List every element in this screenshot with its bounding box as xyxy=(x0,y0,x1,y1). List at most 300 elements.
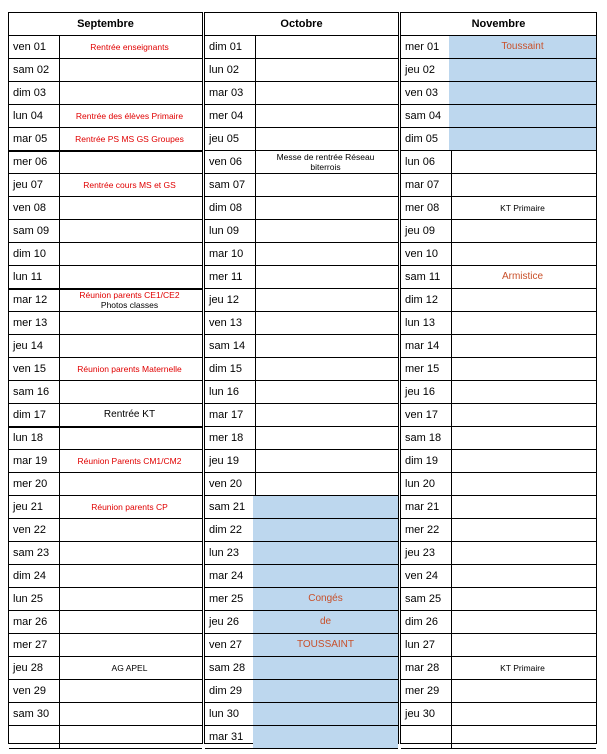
event-cell xyxy=(449,404,596,426)
event-text: Messe de rentrée Réseau xyxy=(276,152,375,162)
event-cell xyxy=(57,726,202,748)
event-cell xyxy=(449,565,596,587)
day-label: mar 31 xyxy=(205,726,256,748)
event-cell xyxy=(253,59,398,81)
event-cell xyxy=(253,588,398,610)
event-text: Réunion parents CP xyxy=(91,502,168,512)
day-row xyxy=(401,634,596,657)
day-label: dim 17 xyxy=(9,404,60,426)
day-row xyxy=(401,404,596,427)
event-cell xyxy=(253,174,398,196)
event-cell xyxy=(57,427,202,449)
event-cell xyxy=(253,197,398,219)
event-text: Rentrée PS MS GS Groupes xyxy=(75,134,184,144)
day-label: mer 06 xyxy=(9,151,60,173)
event-cell xyxy=(253,657,398,679)
event-cell xyxy=(57,519,202,541)
day-label: mer 11 xyxy=(205,266,256,288)
event-cell xyxy=(449,220,596,242)
day-row xyxy=(205,128,398,151)
day-row xyxy=(205,404,398,427)
event-cell xyxy=(57,243,202,265)
day-label: ven 13 xyxy=(205,312,256,334)
event-cell xyxy=(57,404,202,426)
event-text: Rentrée cours MS et GS xyxy=(83,180,176,190)
day-row xyxy=(9,289,202,312)
day-label: dim 08 xyxy=(205,197,256,219)
day-row xyxy=(205,496,398,519)
day-label: jeu 07 xyxy=(9,174,60,196)
day-label: lun 23 xyxy=(205,542,256,564)
day-label: jeu 02 xyxy=(401,59,452,81)
day-row xyxy=(9,243,202,266)
day-label: mar 24 xyxy=(205,565,256,587)
day-label: mar 19 xyxy=(9,450,60,472)
event-cell xyxy=(57,358,202,380)
day-row xyxy=(205,105,398,128)
day-row xyxy=(401,174,596,197)
day-label: ven 01 xyxy=(9,36,60,58)
day-label: jeu 21 xyxy=(9,496,60,518)
day-label: jeu 09 xyxy=(401,220,452,242)
event-cell xyxy=(57,312,202,334)
event-cell xyxy=(449,289,596,311)
event-cell xyxy=(57,680,202,702)
event-cell xyxy=(57,59,202,81)
day-row xyxy=(401,450,596,473)
event-cell xyxy=(449,703,596,725)
day-row xyxy=(9,266,202,290)
day-label: lun 04 xyxy=(9,105,60,127)
day-row xyxy=(205,473,398,496)
month-column-octobre xyxy=(204,12,399,744)
month-column-novembre xyxy=(400,12,597,744)
day-label: lun 06 xyxy=(401,151,452,173)
day-row xyxy=(9,381,202,404)
event-cell xyxy=(253,565,398,587)
event-cell xyxy=(253,358,398,380)
event-cell xyxy=(449,473,596,495)
event-cell xyxy=(57,450,202,472)
day-label: jeu 12 xyxy=(205,289,256,311)
day-label: ven 20 xyxy=(205,473,256,495)
event-cell xyxy=(449,634,596,656)
event-cell xyxy=(57,151,202,173)
day-label: dim 03 xyxy=(9,82,60,104)
day-label: mer 22 xyxy=(401,519,452,541)
day-label: sam 16 xyxy=(9,381,60,403)
event-cell xyxy=(253,611,398,633)
day-label: ven 10 xyxy=(401,243,452,265)
day-row xyxy=(9,105,202,128)
day-label: dim 01 xyxy=(205,36,256,58)
day-label: jeu 28 xyxy=(9,657,60,679)
event-cell xyxy=(57,197,202,219)
event-text-line2: biterrois xyxy=(310,162,341,172)
day-row xyxy=(205,634,398,657)
event-cell xyxy=(253,289,398,311)
day-row xyxy=(205,542,398,565)
event-cell xyxy=(253,105,398,127)
day-row xyxy=(205,703,398,726)
day-row xyxy=(401,335,596,358)
day-label: jeu 14 xyxy=(9,335,60,357)
day-label: ven 29 xyxy=(9,680,60,702)
day-row xyxy=(401,565,596,588)
day-row xyxy=(205,450,398,473)
day-row xyxy=(401,243,596,266)
day-row xyxy=(9,427,202,450)
day-label: lun 18 xyxy=(9,427,60,449)
day-row xyxy=(401,266,596,289)
day-label xyxy=(9,726,60,748)
day-row xyxy=(9,542,202,565)
event-cell xyxy=(449,450,596,472)
event-cell xyxy=(449,519,596,541)
event-cell xyxy=(449,358,596,380)
event-text: Réunion parents CE1/CE2 xyxy=(79,290,180,300)
day-row xyxy=(9,588,202,611)
day-label: sam 25 xyxy=(401,588,452,610)
day-label: mer 08 xyxy=(401,197,452,219)
event-text: Armistice xyxy=(501,271,544,282)
event-cell xyxy=(57,128,202,150)
month-column-septembre xyxy=(8,12,203,744)
event-cell xyxy=(253,450,398,472)
day-row xyxy=(9,473,202,496)
event-text: AG APEL xyxy=(111,663,148,673)
day-row xyxy=(401,519,596,542)
event-cell xyxy=(449,335,596,357)
event-cell xyxy=(253,82,398,104)
event-text: Toussaint xyxy=(501,41,544,52)
day-row xyxy=(401,680,596,703)
day-label: mar 26 xyxy=(9,611,60,633)
event-cell xyxy=(449,496,596,518)
event-cell xyxy=(57,82,202,104)
day-label: mer 27 xyxy=(9,634,60,656)
day-label: sam 30 xyxy=(9,703,60,725)
day-row xyxy=(401,289,596,312)
day-row xyxy=(205,335,398,358)
day-label: jeu 30 xyxy=(401,703,452,725)
day-label: dim 22 xyxy=(205,519,256,541)
day-row xyxy=(401,657,596,680)
day-row xyxy=(205,381,398,404)
event-cell xyxy=(253,381,398,403)
day-row xyxy=(205,82,398,105)
day-row xyxy=(205,358,398,381)
day-row xyxy=(401,105,596,128)
day-label: lun 27 xyxy=(401,634,452,656)
day-label: mar 12 xyxy=(9,289,60,311)
day-label: lun 16 xyxy=(205,381,256,403)
day-label: dim 15 xyxy=(205,358,256,380)
day-label: lun 20 xyxy=(401,473,452,495)
event-cell xyxy=(57,220,202,242)
day-row xyxy=(205,197,398,220)
event-cell xyxy=(449,312,596,334)
day-label: lun 13 xyxy=(401,312,452,334)
day-label: ven 03 xyxy=(401,82,452,104)
day-label: mar 21 xyxy=(401,496,452,518)
event-cell xyxy=(57,542,202,564)
event-cell xyxy=(57,588,202,610)
day-label: sam 02 xyxy=(9,59,60,81)
day-label: ven 17 xyxy=(401,404,452,426)
event-cell xyxy=(253,404,398,426)
day-row xyxy=(9,496,202,519)
day-label: sam 04 xyxy=(401,105,452,127)
day-label: mar 05 xyxy=(9,128,60,150)
event-text-line2: Photos classes xyxy=(100,300,159,310)
day-row xyxy=(205,611,398,634)
event-text: Congés xyxy=(308,593,343,604)
event-cell xyxy=(449,657,596,679)
day-label: lun 02 xyxy=(205,59,256,81)
day-label: mar 07 xyxy=(401,174,452,196)
day-row xyxy=(9,312,202,335)
event-cell xyxy=(253,542,398,564)
day-row xyxy=(9,128,202,152)
day-label: lun 09 xyxy=(205,220,256,242)
day-row xyxy=(9,335,202,358)
event-cell xyxy=(57,105,202,127)
day-row xyxy=(9,36,202,59)
day-label: dim 12 xyxy=(401,289,452,311)
month-header: Octobre xyxy=(205,13,398,36)
event-cell xyxy=(253,243,398,265)
day-row xyxy=(401,151,596,174)
day-label: mer 25 xyxy=(205,588,256,610)
event-cell xyxy=(57,657,202,679)
day-row xyxy=(401,128,596,151)
day-row xyxy=(9,197,202,220)
day-label: sam 23 xyxy=(9,542,60,564)
day-row xyxy=(9,565,202,588)
day-row xyxy=(205,36,398,59)
day-row xyxy=(205,266,398,289)
day-row xyxy=(401,542,596,565)
event-cell xyxy=(57,565,202,587)
event-cell xyxy=(449,105,596,127)
day-label: mar 10 xyxy=(205,243,256,265)
event-cell xyxy=(449,151,596,173)
day-label: sam 28 xyxy=(205,657,256,679)
day-row xyxy=(401,197,596,220)
day-label: dim 05 xyxy=(401,128,452,150)
day-row xyxy=(205,220,398,243)
event-cell xyxy=(253,312,398,334)
event-cell xyxy=(449,726,596,748)
event-cell xyxy=(449,82,596,104)
day-row xyxy=(401,588,596,611)
day-row xyxy=(401,220,596,243)
day-label: dim 29 xyxy=(205,680,256,702)
event-cell xyxy=(253,427,398,449)
day-row xyxy=(9,220,202,243)
day-row xyxy=(9,450,202,473)
day-row xyxy=(401,427,596,450)
event-cell xyxy=(253,726,398,748)
day-label: jeu 23 xyxy=(401,542,452,564)
day-row xyxy=(401,59,596,82)
day-label: lun 11 xyxy=(9,266,60,288)
event-cell xyxy=(449,588,596,610)
day-label: mar 03 xyxy=(205,82,256,104)
day-row xyxy=(401,726,596,749)
day-row xyxy=(205,312,398,335)
day-label: mer 01 xyxy=(401,36,452,58)
event-cell xyxy=(449,59,596,81)
event-cell xyxy=(253,473,398,495)
day-label: sam 21 xyxy=(205,496,256,518)
event-cell xyxy=(57,634,202,656)
day-row xyxy=(205,243,398,266)
day-row xyxy=(401,358,596,381)
day-label: dim 24 xyxy=(9,565,60,587)
day-row xyxy=(205,174,398,197)
event-cell xyxy=(57,611,202,633)
day-row xyxy=(205,289,398,312)
day-label: sam 18 xyxy=(401,427,452,449)
day-label: dim 26 xyxy=(401,611,452,633)
day-label: ven 27 xyxy=(205,634,256,656)
event-text: de xyxy=(319,616,332,627)
day-row xyxy=(9,174,202,197)
day-row xyxy=(9,611,202,634)
day-label: jeu 16 xyxy=(401,381,452,403)
day-row xyxy=(401,381,596,404)
event-text: Rentrée enseignants xyxy=(90,42,169,52)
day-row xyxy=(205,151,398,174)
event-cell xyxy=(57,703,202,725)
event-cell xyxy=(57,289,202,311)
day-label: dim 19 xyxy=(401,450,452,472)
day-row xyxy=(9,404,202,428)
event-cell xyxy=(57,174,202,196)
day-label: mar 14 xyxy=(401,335,452,357)
day-row xyxy=(401,703,596,726)
day-label: dim 10 xyxy=(9,243,60,265)
event-cell xyxy=(253,220,398,242)
event-text: Rentrée KT xyxy=(103,409,156,420)
event-cell xyxy=(253,128,398,150)
day-row xyxy=(9,703,202,726)
day-label: jeu 05 xyxy=(205,128,256,150)
day-row xyxy=(401,82,596,105)
day-label: jeu 26 xyxy=(205,611,256,633)
day-row xyxy=(401,473,596,496)
event-cell xyxy=(57,335,202,357)
event-cell xyxy=(253,680,398,702)
day-row xyxy=(205,565,398,588)
day-row xyxy=(9,519,202,542)
day-label: sam 11 xyxy=(401,266,452,288)
day-row xyxy=(9,726,202,749)
event-cell xyxy=(253,36,398,58)
event-cell xyxy=(253,335,398,357)
day-label: ven 08 xyxy=(9,197,60,219)
event-cell xyxy=(253,634,398,656)
event-cell xyxy=(57,266,202,288)
event-cell xyxy=(449,427,596,449)
day-row xyxy=(205,427,398,450)
day-row xyxy=(205,680,398,703)
day-label: sam 09 xyxy=(9,220,60,242)
day-row xyxy=(401,496,596,519)
event-cell xyxy=(449,266,596,288)
day-label: mar 17 xyxy=(205,404,256,426)
event-text: Réunion parents Maternelle xyxy=(77,364,182,374)
event-cell xyxy=(253,496,398,518)
day-label: mer 13 xyxy=(9,312,60,334)
event-text: Rentrée des élèves Primaire xyxy=(75,111,184,121)
event-text: Réunion Parents CM1/CM2 xyxy=(77,456,182,466)
day-row xyxy=(205,588,398,611)
day-row xyxy=(205,519,398,542)
day-label: mer 20 xyxy=(9,473,60,495)
day-label: mer 18 xyxy=(205,427,256,449)
day-row xyxy=(9,657,202,680)
event-cell xyxy=(57,496,202,518)
month-header: Septembre xyxy=(9,13,202,36)
day-label: ven 06 xyxy=(205,151,256,173)
event-cell xyxy=(449,36,596,58)
event-cell xyxy=(449,128,596,150)
event-cell xyxy=(449,197,596,219)
day-label: ven 15 xyxy=(9,358,60,380)
event-cell xyxy=(449,174,596,196)
event-cell xyxy=(449,611,596,633)
day-row xyxy=(9,680,202,703)
month-header: Novembre xyxy=(401,13,596,36)
event-text: KT Primaire xyxy=(500,203,545,213)
event-cell xyxy=(57,473,202,495)
event-cell xyxy=(57,36,202,58)
day-label: mar 28 xyxy=(401,657,452,679)
event-cell xyxy=(253,266,398,288)
day-label: lun 30 xyxy=(205,703,256,725)
day-row xyxy=(9,358,202,381)
day-label: jeu 19 xyxy=(205,450,256,472)
event-cell xyxy=(449,243,596,265)
day-label: ven 22 xyxy=(9,519,60,541)
event-cell xyxy=(253,151,398,173)
day-label: sam 14 xyxy=(205,335,256,357)
event-cell xyxy=(449,542,596,564)
day-row xyxy=(205,726,398,749)
event-cell xyxy=(449,381,596,403)
day-row xyxy=(9,82,202,105)
event-cell xyxy=(57,381,202,403)
day-label: mer 29 xyxy=(401,680,452,702)
day-row xyxy=(205,657,398,680)
day-label: lun 25 xyxy=(9,588,60,610)
event-cell xyxy=(253,519,398,541)
day-row xyxy=(9,634,202,657)
event-cell xyxy=(449,680,596,702)
day-label xyxy=(401,726,452,748)
day-row xyxy=(401,611,596,634)
event-text: KT Primaire xyxy=(500,663,545,673)
event-text: TOUSSAINT xyxy=(296,639,355,650)
event-cell xyxy=(253,703,398,725)
day-row xyxy=(9,151,202,174)
day-label: mer 15 xyxy=(401,358,452,380)
day-row xyxy=(205,59,398,82)
day-row xyxy=(401,36,596,59)
